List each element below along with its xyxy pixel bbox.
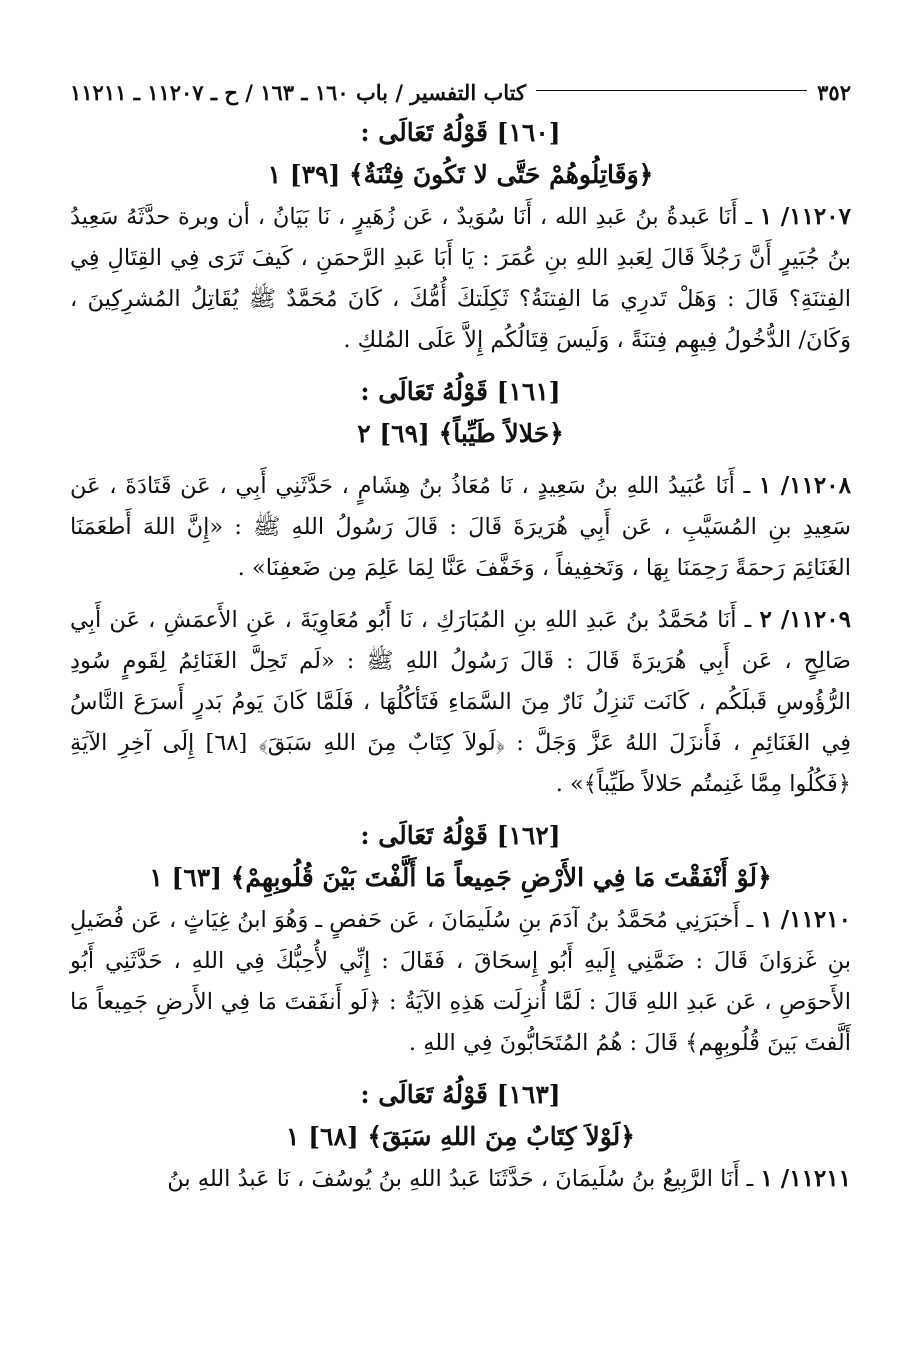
section-163 bbox=[70, 1074, 851, 1200]
quran-verse: ﴿لَوْلاَ كِتَابٌ مِنَ اللهِ سَبَقَ﴾ [٦٨] ١ bbox=[286, 1122, 635, 1151]
section-160 bbox=[70, 112, 851, 361]
section-heading: [١٦٣] قَوْلُهُ تَعَالَى : bbox=[360, 1080, 561, 1109]
section-heading: [١٦٢] قَوْلُهُ تَعَالَى : bbox=[360, 821, 561, 850]
hadith-paragraph bbox=[70, 196, 851, 361]
quran-verse: ﴿وَقَاتِلُوهُمْ حَتَّى لا تَكُونَ فِتْنَةٌ﴾ [٣٩] ١ bbox=[267, 160, 654, 189]
section-162 bbox=[70, 815, 851, 1064]
section-heading: [١٦١] قَوْلُهُ تَعَالَى : bbox=[360, 377, 561, 406]
hadith-number: ١١٢١٠/ ١ bbox=[760, 906, 851, 933]
running-header bbox=[70, 78, 851, 112]
hadith-paragraph bbox=[70, 899, 851, 1064]
section-161 bbox=[70, 371, 851, 805]
hadith-paragraph bbox=[70, 1158, 851, 1200]
running-title: كتاب التفسير / باب ١٦٠ ـ ١٦٣ / ح ـ ١١٢٠٧ ـ ١١٢١١ bbox=[70, 80, 526, 105]
header-rule bbox=[536, 90, 807, 91]
hadith-text: ـ أَنَا عُبَيدُ اللهِ بنُ سَعِيدٍ ، نَا مُعَاذُ بنُ هِشَامٍ ، حَدَّثَنِي أَبِي ، عَن قَتَادَةَ ، عَن سَعِيدِ بنِ المُسَيَّبِ ، عَن أَبِي هُرَيرَةَ قَالَ : قَالَ رَسُولُ اللهِ ﷺ : «إِنَّ اللهَ أَطعَمَنَا الغَنَائِمَ رَحمَةً رَحِمَنَا بِهَا ، وَتَخفِيفاً ، وَخَفَّفَ عَنَّا لِمَا عَلِمَ مِن ضَعفِنَا» . bbox=[70, 473, 851, 581]
hadith-text: ـ أَنَا مُحَمَّدُ بنُ عَبدِ اللهِ بنِ المُبَارَكِ ، نَا أَبُو مُعَاوِيَةَ ، عَنِ الأَعمَشِ ، عَن أَبِي صَالِحٍ ، عَن أَبِي هُرَيرَةَ قَالَ : قَالَ رَسُولُ اللهِ ﷺ : «لَم تَحِلَّ الغَنَائِمُ لِقَومٍ سُودِ الرُّؤُوسِ قَبلَكُم ، كَانَت تَنزِلُ نَارٌ مِنَ السَّمَاءِ فَتَأكُلُهَا ، فَلَمَّا كَانَ يَومُ بَدرٍ أَسرَعَ النَّاسُ فِي الغَنَائِمِ ، فَأَنزَلَ اللهُ عَزَّ وَجَلَّ : ﴿لَولاَ كِتَابٌ مِنَ اللهِ سَبَقَ﴾ [٦٨] إِلَى آخِرِ الآيَةِ ﴿فَكُلُوا مِمَّا غَنِمتُم حَلالاً طَيِّباً﴾» . bbox=[70, 607, 851, 797]
hadith-text: ـ أَنَا عَبدةُ بنُ عَبدِ الله ، أَنَا سُوَيدٌ ، عَن زُهَيرٍ ، نَا بَيَانُ ، أن وبرة حدَّثَهُ سَعِيدُ بنُ جُبَيرٍ أَنَّ رَجُلاً قَالَ لِعَبدِ اللهِ بنِ عُمَرَ : يَا أَبَا عَبدِ الرَّحمَنِ ، كَيفَ تَرَى فِي القِتَالِ فِي الفِتنَةِ؟ قَالَ : وَهَلْ تَدرِي مَا الفِتنَةُ؟ ثَكِلَتكَ أُمُّكَ ، كَانَ مُحَمَّدٌ ﷺ يُقَاتِلُ المُشرِكِينَ ، وَكَانَ/ الدُّخُولُ فِيهِم فِتنَةً ، وَلَيسَ قِتَالُكُم إِلاَّ عَلَى المُلكِ . bbox=[70, 204, 851, 353]
page-number: ٣٥٢ bbox=[817, 80, 851, 105]
hadith-number: ١١٢٠٩/ ٢ bbox=[759, 606, 851, 633]
hadith-paragraph bbox=[70, 465, 851, 589]
hadith-text: ـ أَنَا الرَّبِيعُ بنُ سُلَيمَانَ ، حَدَّثَنَا عَبدُ اللهِ بنُ يُوسُفَ ، نَا عَبدُ اللهِ بنُ bbox=[167, 1166, 754, 1192]
hadith-text: ـ أَخبَرَنِي مُحَمَّدُ بنُ آدَمَ بنِ سُلَيمَانَ ، عَن حَفصٍ ـ وَهُوَ ابنُ غِيَاثٍ ، عَن فُضَيلِ بنِ غَزوَانَ قَالَ : ضَمَّنِي إِلَيهِ أَبُو إِسحَاقَ ، فَقَالَ : إِنِّي لأُحِبُّكَ فِي اللهِ ، حَدَّثَنِي أَبُو الأَحوَصِ ، عَن عَبدِ اللهِ قَالَ : لَمَّا أُنزِلَت هَذِهِ الآيَةُ : ﴿لَو أَنفَقتَ مَا فِي الأَرضِ جَمِيعاً مَا أَلَّفتَ بَينَ قُلُوبِهِم﴾ قَالَ : هُمُ المُتَحَابُّونَ فِي اللهِ . bbox=[70, 907, 851, 1056]
hadith-number: ١١٢١١/ ١ bbox=[760, 1165, 851, 1192]
quran-verse: ﴿لَوْ أَنْفَقْتَ مَا فِي الأَرْضِ جَمِيعاً مَا أَلَّفْتَ بَيْنَ قُلُوبِهِمْ﴾ [٦٣] ١ bbox=[149, 863, 772, 892]
quran-verse: ﴿حَلالاً طَيِّباً﴾ [٦٩] ٢ bbox=[357, 419, 564, 448]
hadith-number: ١١٢٠٧/ ١ bbox=[759, 203, 851, 230]
hadith-paragraph bbox=[70, 599, 851, 805]
hadith-number: ١١٢٠٨/ ١ bbox=[758, 472, 851, 499]
section-heading: [١٦٠] قَوْلُهُ تَعَالَى : bbox=[360, 118, 561, 147]
